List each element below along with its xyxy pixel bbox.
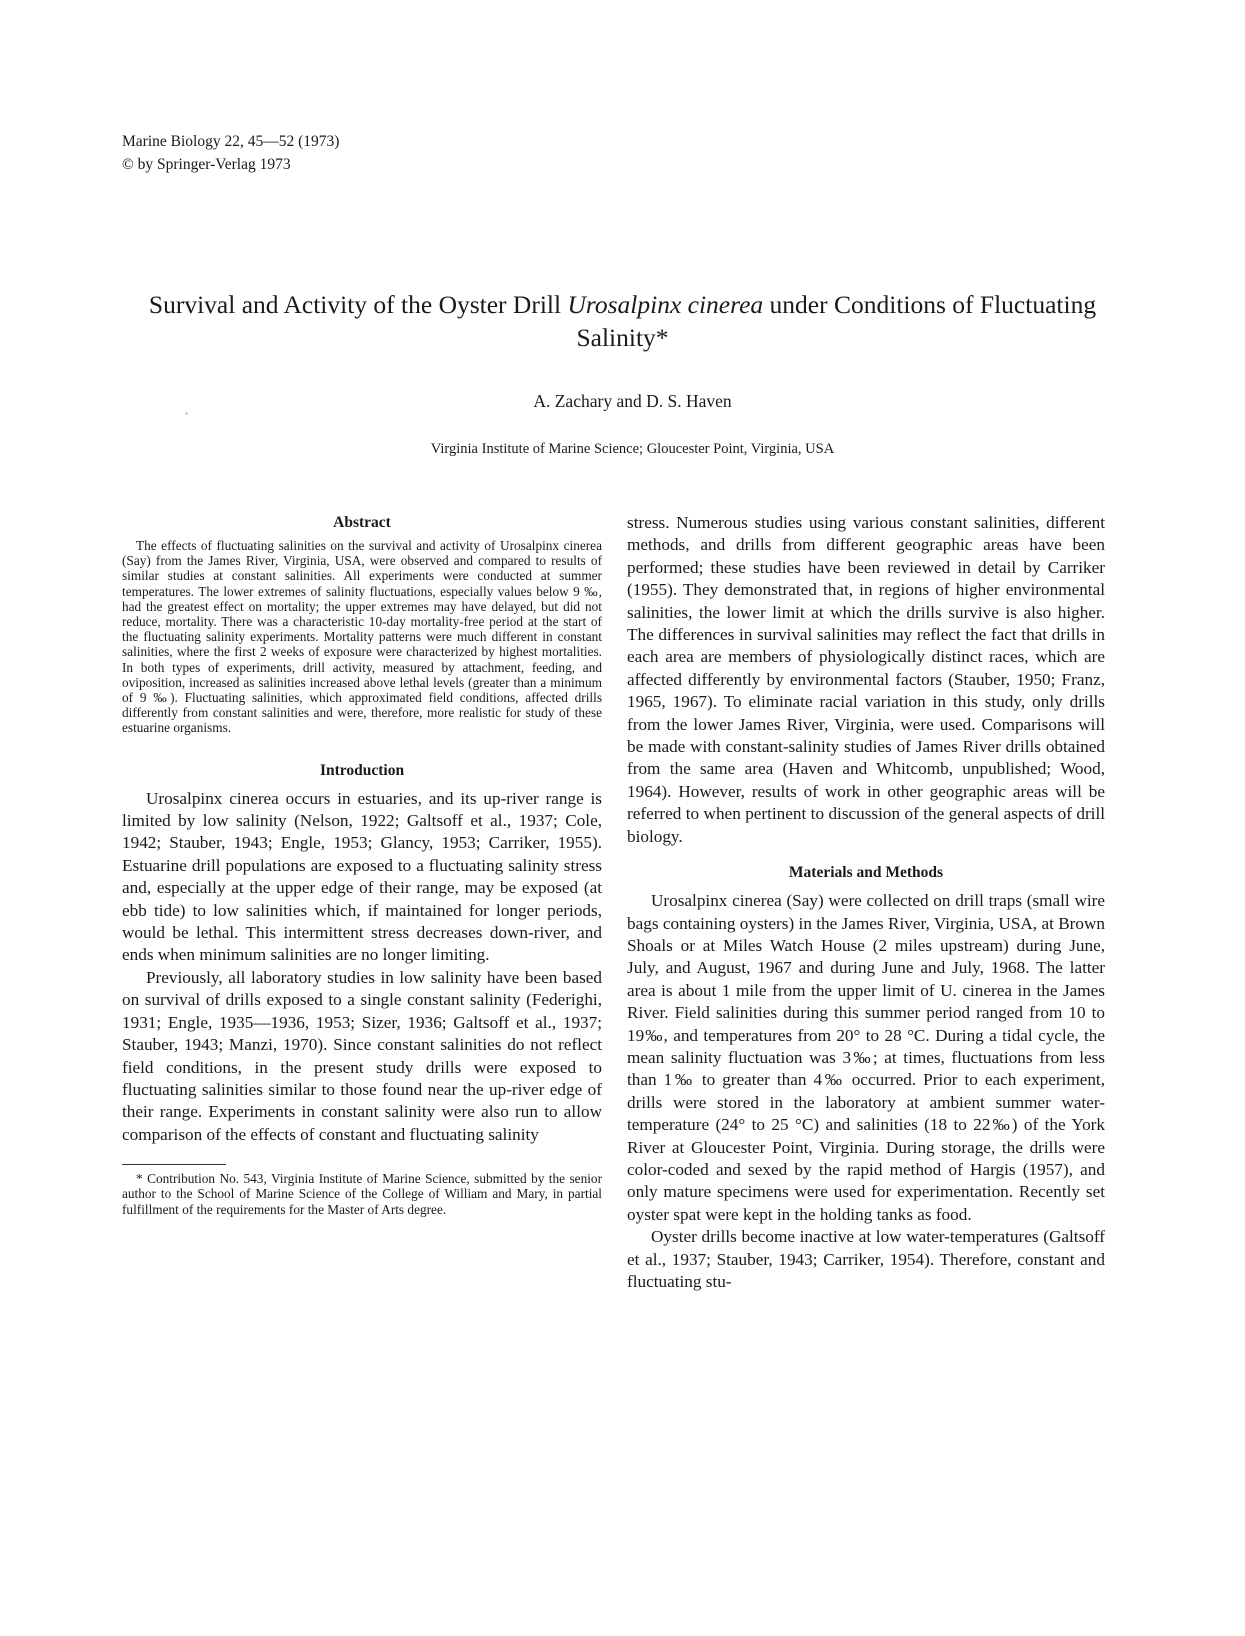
methods-paragraph-1: Urosalpinx cinerea (Say) were collected on drill traps (small wire bags containing oysters) in the James River, Virginia, USA, at Brown Shoals or at Miles Watch House (2 miles upstream) during June, July, and August, 1967 and during June and July, 1968. The latter area is about 1 mile from the upper limit of U. cinerea in the James River. Field salinities during this summer period ranged from 10 to 19‰, and temperatures from 20° to 28 °C. During a tidal cycle, the mean salinity fluctuation was 3‰; at times, fluctuations from less than 1‰ to greater than 4‰ occurred. Prior to each experiment, drills were stored in the laboratory at ambient summer water-temperature (24° to 25 °C) and salinities (18 to 22‰) of the York River at Gloucester Point, Virginia. During storage, the drills were color-coded and sexed by the rapid method of Hargis (1957), and only mature specimens were used for experimentation. Recently set oyster spat were kept in the holding tanks as food. <box>627 891 1105 1224</box>
paper-title <box>120 288 1125 354</box>
introduction-paragraph-1: Urosalpinx cinerea occurs in estuaries, and its up-river range is limited by low salinity (Nelson, 1922; Galtsoff et al., 1937; Cole, 1942; Stauber, 1943; Engle, 1953; Glancy, 1953; Carriker, 1955). Estuarine drill populations are exposed to a fluctuating salinity stress and, especially at the upper edge of their range, may be exposed (at ebb tide) to low salinities which, if maintained for longer periods, would be lethal. This intermittent stress decreases down-river, and ends when minimum salinities are no longer limiting. <box>122 788 602 965</box>
scan-speck <box>185 412 188 415</box>
abstract-text: The effects of fluctuating salinities on the survival and activity of Urosalpinx cinerea (Say) from the James River, Virginia, USA, were observed and compared to results of similar studies at constant salinities. All experiments were conducted at summer temperatures. The lower extremes of salinity fluctuations, especially values below 9 ‰, had the greatest effect on mortality; the upper extremes may have delayed, but did not reduce, mortality. There was a characteristic 10-day mortality-free period at the start of the fluctuating salinity experiments. Mortality patterns were much different in constant salinities, where the first 2 weeks of exposure were characterized by highest mortalities. In both types of experiments, drill activity, measured by attachment, feeding, and oviposition, increased as salinities increased above lethal levels (greater than a minimum of 9 ‰). Fluctuating salinities, which approximated field conditions, affected drills differently from constant salinities and were, therefore, more realistic for study of these estuarine organisms. <box>122 538 602 736</box>
footnote-divider <box>122 1164 226 1165</box>
methods-heading: Materials and Methods <box>788 864 944 882</box>
introduction-paragraph-2: Previously, all laboratory studies in low salinity have been based on survival of drills exposed to a single constant salinity (Federighi, 1931; Engle, 1935—1936, 1953; Sizer, 1936; Galtsoff et al., 1937; Stauber, 1943; Manzi, 1970). Since constant salinities do not reflect field conditions, in the present study drills were exposed to fluctuating salinities similar to those found near the up-river edge of their range. Experiments in constant salinity were also run to allow comparison of the effects of constant and fluctuating salinity <box>122 967 602 1144</box>
introduction-continuation: stress. Numerous studies using various constant salinities, different methods, and drills from different geographic areas have been performed; these studies have been reviewed in detail by Carriker (1955). They demonstrated that, in regions of higher environmental salinities, the lower limit at which the drills survive is also higher. The differences in survival salinities may reflect the fact that drills in each area are members of physiologically distinct races, which are affected differently by environmental factors (Stauber, 1950; Franz, 1965, 1967). To eliminate racial variation in this study, only drills from the lower James River, Virginia, were used. Comparisons will be made with constant-salinity studies of James River drills obtained from the same area (Haven and Whitcomb, unpublished; Wood, 1964). However, results of work in other geographic areas will be referred to when pertinent to discussion of the general aspects of drill biology. <box>627 513 1105 846</box>
title-part-1: Survival and Activity of the Oyster Drill <box>148 290 568 319</box>
journal-citation-block <box>122 130 339 176</box>
introduction-heading: Introduction <box>319 761 405 779</box>
journal-citation: Marine Biology 22, 45—52 (1973) <box>122 133 340 150</box>
left-column <box>122 512 602 1217</box>
authors: A. Zachary and D. S. Haven <box>533 391 732 411</box>
abstract-heading: Abstract <box>333 514 391 531</box>
affiliation: Virginia Institute of Marine Science; Gloucester Point, Virginia, USA <box>430 441 835 457</box>
footnote: * Contribution No. 543, Virginia Institute of Marine Science, submitted by the senior author to the School of Marine Science of the College of William and Mary, in partial fulfillment of the requirements for the Master of Arts degree. <box>122 1171 602 1217</box>
methods-paragraph-2: Oyster drills become inactive at low water-temperatures (Galtsoff et al., 1937; Stauber, 1943; Carriker, 1954). Therefore, constant and fluctuating stu- <box>627 1227 1105 1291</box>
title-part-2: under Conditions of Fluctuating Salinity* <box>576 290 1097 352</box>
right-column <box>627 512 1105 1293</box>
title-species: Urosalpinx cinerea <box>567 290 764 319</box>
copyright-line: © by Springer-Verlag 1973 <box>122 156 291 173</box>
